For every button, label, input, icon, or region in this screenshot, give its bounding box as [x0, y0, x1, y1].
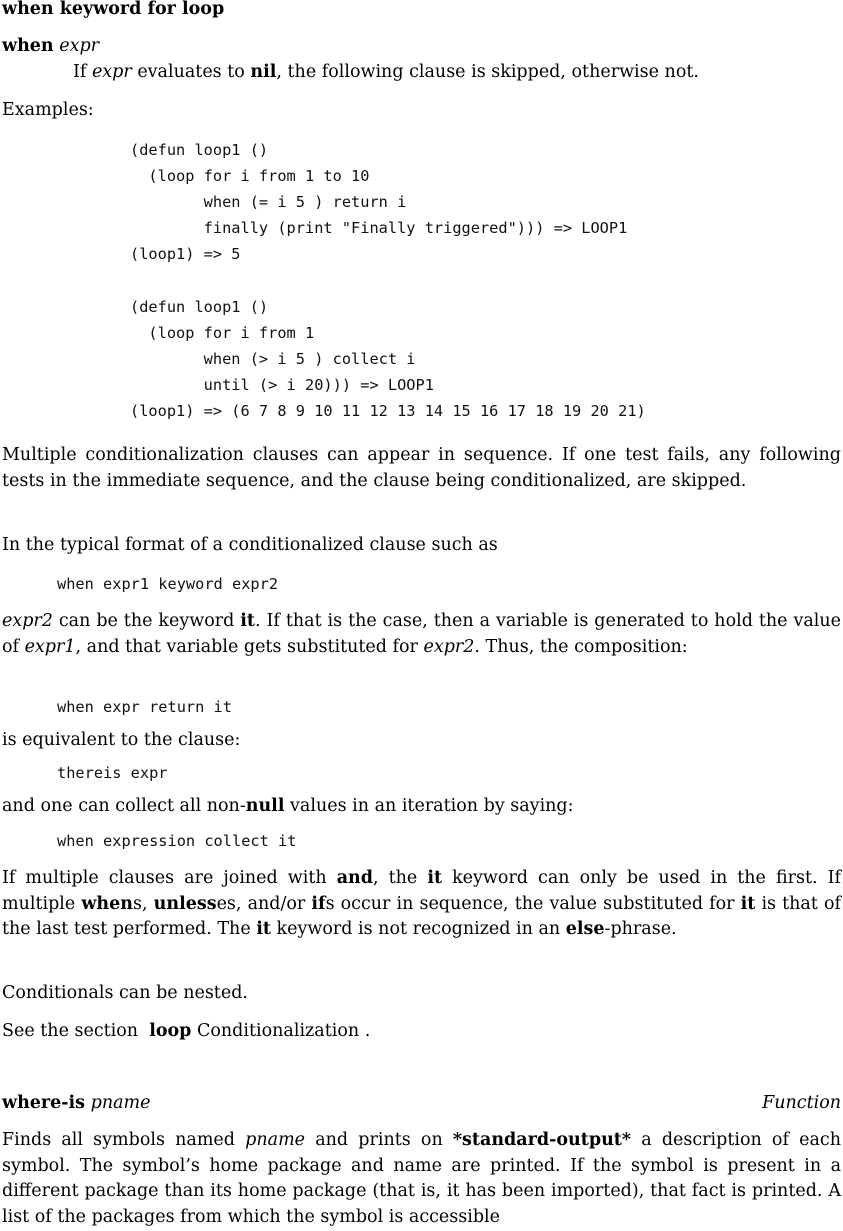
text-segment: , and that variable gets substituted for [75, 636, 424, 657]
text-segment: keyword is not recognized in an [270, 919, 566, 940]
example-code-block: (defun loop1 () (loop for i from 1 to 10 when (= i 5 ) return i finally (print "Finally triggered"))) => LOOP1 (loop1) => 5 (defun loop1 () (loop for i from 1 when (> i 5 ) collect i until (> i 20))) => LOOP1 (loop1) => (6 7 8 9 10 11 12 13 14 15 16 17 18 19 20 21) [130, 141, 646, 420]
text-segment: a description of each symbol. The symbol’s home package and name are printed. If the symbol is present in a different package than its home package (that is, it has been imported), that fact is printed. A list of the packages from which the symbol is accessible [2, 1130, 841, 1228]
keyword-it: it [240, 611, 256, 631]
text-segment: . If that is the case, then a variable is generated to hold the value of [2, 611, 841, 657]
composition-code: when expr return it [57, 698, 232, 716]
text-segment: If multiple clauses are joined with [2, 868, 337, 888]
keyword-else: else [565, 919, 605, 940]
syntax-keyword: when [2, 36, 54, 56]
text-segment: keyword can only be used in the first. If multiple [2, 868, 841, 914]
multiple-clauses-paragraph: Multiple conditionalization clauses can appear in sequence. If one test fails, any following tests in the immediate sequence, and the clause being conditionalized, are skipped. [2, 445, 841, 491]
typical-format-code: when expr1 keyword expr2 [57, 575, 279, 593]
syntax-arg: expr [59, 36, 100, 56]
collect-paragraph [2, 794, 574, 820]
text-segment: can be the keyword [52, 611, 241, 631]
function-header [2, 1091, 150, 1117]
text-segment: s occur in sequence, the value substituted for [325, 893, 741, 914]
text-segment: , the [373, 868, 428, 888]
function-name: where-is [2, 1093, 86, 1113]
function-arg: pname [90, 1093, 151, 1113]
arg-expr: expr [91, 62, 132, 82]
arg-expr2: expr2 [2, 611, 53, 631]
arg-expr2: expr2 [423, 636, 475, 657]
text-segment: If [73, 62, 92, 82]
function-kind-label: Function [762, 1093, 841, 1113]
keyword-when: when [81, 893, 133, 914]
keyword-standard-output: *standard-output* [452, 1130, 632, 1150]
text-segment: values in an iteration by saying: [284, 796, 574, 816]
description-paragraph [73, 60, 841, 86]
keyword-it: it [256, 919, 271, 940]
text-segment: is that of the last test performed. The [2, 893, 841, 940]
text-segment: evaluates to [131, 62, 251, 82]
text-segment: . Thus, the composition: [474, 636, 688, 657]
keyword-if: if [311, 893, 326, 914]
keyword-loop: loop [149, 1021, 192, 1041]
thereis-code: thereis expr [57, 764, 168, 782]
examples-label: Examples: [2, 100, 94, 120]
text-segment: s, [133, 893, 154, 914]
keyword-unless: unless [153, 893, 217, 914]
function-description [2, 1128, 841, 1231]
arg-pname: pname [245, 1130, 306, 1150]
keyword-it: it [740, 893, 756, 914]
keyword-and: and [336, 868, 374, 888]
joined-clauses-paragraph [2, 866, 841, 943]
section-title: when keyword for loop [2, 0, 225, 19]
see-also-line [2, 1019, 370, 1045]
collect-code: when expression collect it [57, 832, 297, 850]
keyword-nil: nil [250, 62, 277, 82]
keyword-null: null [245, 796, 285, 816]
text-segment: Conditionalization . [191, 1021, 371, 1041]
equivalent-text: is equivalent to the clause: [2, 730, 241, 750]
text-segment: and prints on [305, 1130, 453, 1150]
typical-format-text: In the typical format of a conditionalized clause such as [2, 535, 498, 555]
text-segment: See the section [2, 1021, 150, 1041]
text-segment: , the following clause is skipped, otherwise not. [276, 62, 699, 82]
syntax-line [2, 34, 99, 60]
text-segment: -phrase. [604, 919, 677, 940]
nested-text: Conditionals can be nested. [2, 983, 248, 1003]
expr2-paragraph [2, 609, 841, 660]
arg-expr1: expr1 [24, 636, 76, 657]
text-segment: Finds all symbols named [2, 1130, 246, 1150]
text-segment: es, and/or [216, 893, 312, 914]
text-segment: and one can collect all non- [2, 796, 246, 816]
keyword-it: it [427, 868, 443, 888]
